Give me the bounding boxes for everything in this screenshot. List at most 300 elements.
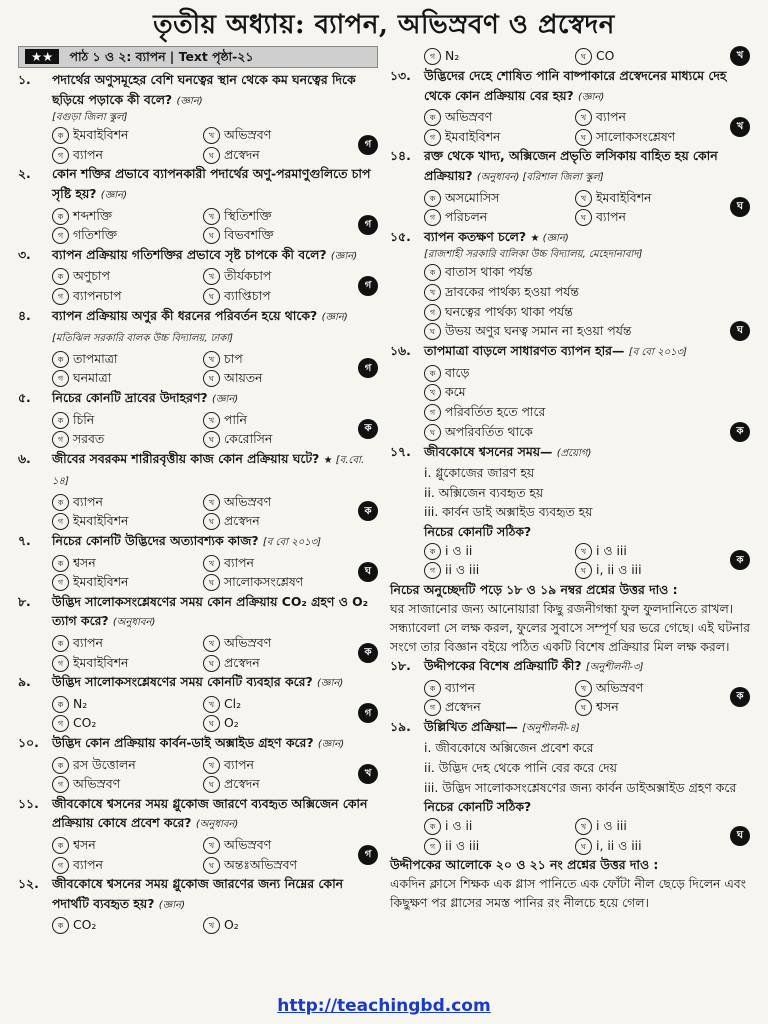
options-grid [390, 816, 750, 855]
options-grid [18, 349, 378, 388]
question-number: ১১. [18, 795, 39, 811]
options-grid [390, 262, 750, 341]
option-text: ব্যাপন [73, 635, 103, 651]
left-column [18, 46, 378, 935]
option-text: অভিস্রবণ [224, 493, 272, 509]
options-grid [18, 915, 378, 935]
answer-badge: ঘ [730, 197, 750, 217]
question-tag: (জ্ঞান) [176, 95, 203, 107]
question-tag: [ব বো ২০১৩] [628, 347, 687, 359]
question-body: জীবকোষে শ্বসনের সময় গ্লুকোজ জারণের জন্য নিম্নের কোন পদার্থটি ব্যবহৃত হয়? [52, 876, 344, 911]
question-number: ২. [18, 166, 31, 182]
option[interactable] [52, 915, 203, 935]
option-mark: গ [424, 562, 441, 579]
option-text: i ও ii [445, 818, 473, 834]
option-text: সালোকসংশ্লেষণ [224, 574, 304, 590]
question-body: ব্যাপন প্রক্রিয়ায় গতিশক্তির প্রভাবে সৃষ্ট চাপকে কী বলে? [52, 246, 327, 262]
option[interactable] [203, 713, 354, 733]
answer-badge: গ [358, 358, 378, 378]
option[interactable] [203, 492, 354, 512]
option-mark: ঘ [203, 655, 220, 672]
question [390, 146, 750, 226]
answer-badge: ঘ [730, 321, 750, 341]
option[interactable] [52, 266, 203, 286]
option-mark: খ [203, 127, 220, 144]
option-text: বাড়ে [445, 364, 470, 380]
option[interactable] [52, 225, 203, 245]
option-mark: গ [52, 288, 69, 305]
option[interactable] [575, 560, 726, 580]
option[interactable] [52, 206, 203, 226]
option-mark: গ [424, 699, 441, 716]
answer-badge: ক [358, 419, 378, 439]
option-text: ইমবাইবিশন [445, 128, 501, 144]
option[interactable] [203, 145, 354, 165]
option[interactable] [575, 541, 726, 561]
option-text: দ্রাবকের পার্থক্য হওয়া পর্যন্ত [445, 283, 579, 299]
option-mark: খ [575, 190, 592, 207]
question-number: ৬. [18, 450, 31, 466]
question-body: রক্ত থেকে খাদ্য, অক্সিজেন প্রভৃতি লসিকায় বাহিত হয় কোন প্রক্রিয়ায়? [424, 148, 718, 183]
option-mark: গ [52, 227, 69, 244]
chapter-title: তৃতীয় অধ্যায়: ব্যাপন, অভিস্রবণ ও প্রস্বেদন [153, 10, 615, 40]
question [390, 442, 750, 581]
option-text: O₂ [224, 715, 239, 731]
question-tag: (জ্ঞান) [316, 678, 344, 690]
option[interactable] [52, 694, 203, 714]
question-text [52, 449, 378, 492]
option-text: অপরিবর্তিত থাকে [445, 423, 533, 439]
answer-badge: খ [730, 46, 750, 66]
question-body: ব্যাপন প্রক্রিয়ায় অণুর কী ধরনের পরিবর্তন হয়ে থাকে? [52, 307, 318, 323]
question-text [52, 70, 378, 111]
question-body: উদ্দীপকের বিশেষ প্রক্রিয়াটি কী? [424, 658, 582, 674]
option-mark: ঘ [575, 699, 592, 716]
option-mark: ক [424, 190, 441, 207]
option-mark: ঘ [424, 424, 441, 441]
option[interactable] [203, 755, 354, 775]
option[interactable] [203, 915, 354, 935]
option-mark: ক [52, 635, 69, 652]
option-text: ইমবাইবিশন [73, 654, 129, 670]
option-text: ব্যাপ্তিচাপ [224, 287, 271, 303]
option-text: উভয় অণুর ঘনত্ব সমান না হওয়া পর্যন্ত [445, 323, 632, 339]
question-text [52, 388, 378, 410]
option-mark: খ [575, 818, 592, 835]
question-body: উদ্ভিদ কোন প্রক্রিয়ায় কার্বন-ডাই অক্সাইড গ্রহণ করে? [52, 735, 314, 750]
answer-badge: ক [730, 422, 750, 442]
option[interactable] [203, 125, 354, 145]
option-text: পরিচলন [445, 209, 488, 225]
option-text: ইমবাইবিশন [596, 189, 652, 205]
option-text: পানি [224, 411, 247, 427]
option[interactable] [203, 206, 354, 226]
option-text: ঘনত্বের পার্থক্য থাকা পর্যন্ত [445, 303, 573, 319]
option[interactable] [424, 382, 726, 402]
question-body: জীবকোষে শ্বসনের সময়— [424, 443, 553, 459]
question-body: উদ্ভিদের দেহে শোষিত পানি বাষ্পাকারে প্রস্বেদনের মাধ্যমে দেহ থেকে কোন প্রক্রিয়ায় বের হয়? [424, 68, 727, 103]
option-text: i, ii ও iii [596, 562, 642, 578]
q12-continued-options [390, 46, 750, 66]
question-tag: [অনুশীলনী-৩] [585, 662, 644, 674]
option-text: ব্যাপন [596, 109, 626, 125]
statement-item: ii. উদ্ভিদ দেহ থেকে পানি বের করে দেয় [424, 760, 617, 776]
option-mark: গ [52, 776, 69, 793]
question-tag: (জ্ঞান) [317, 739, 345, 750]
option-text: Cl₂ [224, 695, 242, 711]
option[interactable] [52, 286, 203, 306]
option-text: অভিস্রবণ [596, 679, 644, 695]
option[interactable] [52, 349, 203, 369]
answer-badge: খ [730, 117, 750, 137]
question-source: [বগুড়া জিলা স্কুল] [52, 112, 128, 124]
option[interactable] [52, 633, 203, 653]
option-text: তাপমাত্রা [73, 350, 118, 366]
option[interactable] [424, 127, 575, 147]
option[interactable] [203, 429, 354, 449]
option-mark: গ [424, 838, 441, 855]
option[interactable] [203, 694, 354, 714]
passage-body: একদিন ক্লাসে শিক্ষক এক গ্লাস পানিতে এক ফোঁটা নীল ছেড়ে দিলেন এবং কিছুক্ষণ পর গ্লাসের সমস্ত পানির রং নীলচে হয়ে গেল। [390, 876, 747, 911]
answer-badge: ক [358, 643, 378, 663]
question-stem: নিচের কোনটি সঠিক? [424, 523, 532, 539]
option-mark: ক [424, 264, 441, 281]
question-number: ১৫. [390, 228, 411, 244]
option-text: অভিস্রবণ [224, 635, 272, 651]
option-mark: খ [424, 384, 441, 401]
option[interactable] [424, 207, 575, 227]
question [390, 717, 750, 856]
question-text [424, 146, 750, 187]
option[interactable] [424, 836, 575, 856]
option[interactable] [424, 402, 726, 422]
option[interactable] [424, 816, 575, 836]
answer-badge: গ [358, 215, 378, 235]
option[interactable] [52, 410, 203, 430]
options-grid [18, 694, 378, 733]
question-text [52, 874, 378, 915]
options-grid [390, 541, 750, 580]
option-mark: ঘ [575, 129, 592, 146]
answer-badge: ঘ [358, 562, 378, 582]
question-tag: (জ্ঞান) [211, 393, 239, 405]
question-number: ৪. [18, 307, 31, 323]
question-number: ৮. [18, 593, 31, 609]
question-tag: ★ [ব.বো. ১৪] [52, 454, 365, 488]
options-grid [18, 633, 378, 672]
answer-badge: ঘ [730, 826, 750, 846]
question-tag: [অনুশীলনী-৪] [522, 722, 580, 734]
option-text: কমে [445, 384, 466, 400]
option[interactable] [52, 855, 203, 875]
option-mark: গ [52, 147, 69, 164]
option-mark: খ [203, 208, 220, 225]
option[interactable] [575, 107, 726, 127]
option-text: বাতাস থাকা পর্যন্ত [445, 264, 533, 280]
option[interactable] [424, 107, 575, 127]
question-body: উদ্ভিদ সালোকসংশ্লেষণের সময় কোনটি ব্যবহার করে? [52, 674, 313, 690]
option[interactable] [424, 302, 726, 322]
question-text [52, 531, 378, 553]
option[interactable] [424, 188, 575, 208]
footer-link[interactable] [0, 996, 768, 1016]
option[interactable] [424, 678, 575, 698]
option[interactable] [203, 266, 354, 286]
options-grid [18, 125, 378, 164]
option-mark: খ [424, 284, 441, 301]
statement-item: i. গ্লুকোজের জারণ হয় [424, 465, 535, 481]
options-grid [18, 492, 378, 531]
option-mark: ঘ [203, 857, 220, 874]
option[interactable] [203, 553, 354, 573]
question-number: ১৪. [390, 148, 411, 164]
options-grid [390, 363, 750, 442]
option-text: ইমবাইবিশন [73, 574, 129, 590]
option-text: তীর্যকচাপ [224, 268, 272, 284]
lesson-stars: ★★ [25, 49, 59, 64]
option[interactable] [203, 225, 354, 245]
answer-badge: গ [358, 845, 378, 865]
question [18, 164, 378, 244]
question-tag: [ব বো ২০১৩] [262, 537, 322, 549]
option[interactable] [52, 713, 203, 733]
option[interactable] [575, 46, 726, 66]
option-text: CO₂ [73, 917, 97, 933]
option[interactable] [203, 774, 354, 794]
answer-badge: ক [358, 501, 378, 521]
options-grid [18, 410, 378, 449]
statement-item: iii. কার্বন ডাই অক্সাইড ব্যবহৃত হয় [424, 504, 593, 520]
option[interactable] [203, 349, 354, 369]
right-column [390, 46, 750, 912]
options-grid [390, 188, 750, 227]
option[interactable] [424, 560, 575, 580]
option-text: চিনি [73, 411, 95, 427]
option-text: প্রস্বেদন [224, 513, 260, 529]
option[interactable] [424, 282, 726, 302]
option[interactable] [203, 511, 354, 531]
option-mark: খ [575, 543, 592, 560]
option[interactable] [575, 188, 726, 208]
left-question-list [18, 70, 378, 935]
option-text: কেরোসিন [224, 431, 273, 447]
option[interactable] [52, 429, 203, 449]
question-number: ১. [18, 72, 31, 87]
option[interactable] [203, 835, 354, 855]
option-mark: ক [52, 351, 69, 368]
answer-badge: গ [358, 135, 378, 155]
question-text [424, 66, 750, 107]
question [18, 531, 378, 592]
option[interactable] [52, 835, 203, 855]
question-number: ১৬. [390, 343, 411, 359]
option[interactable] [52, 572, 203, 592]
option-mark: ক [424, 109, 441, 126]
option-mark: গ [424, 304, 441, 321]
option-mark: খ [203, 494, 220, 511]
option[interactable] [424, 697, 575, 717]
option-text: CO₂ [73, 715, 97, 731]
option-mark: খ [203, 351, 220, 368]
option-text: ইমবাইবিশন [73, 127, 129, 143]
option-text: স্থিতিশক্তি [224, 207, 272, 223]
option[interactable] [575, 678, 726, 698]
option[interactable] [424, 262, 726, 282]
option[interactable] [52, 125, 203, 145]
option-mark: খ [575, 680, 592, 697]
option-text: N₂ [73, 695, 88, 711]
question [18, 874, 378, 935]
option-text: ব্যাপন [445, 679, 475, 695]
option[interactable] [575, 816, 726, 836]
options-grid [18, 553, 378, 592]
question-text [52, 245, 378, 267]
question-body: কোন শক্তির প্রভাবে ব্যাপনকারী পদার্থের অণু-পরমাণুগুলিতে চাপ সৃষ্টি হয়? [52, 166, 371, 201]
lesson-label: পাঠ ১ ও ২: ব্যাপন | Text পৃষ্ঠা-২১ [69, 49, 254, 64]
option[interactable] [203, 572, 354, 592]
question-body: উল্লিখিত প্রক্রিয়া— [424, 718, 518, 734]
option[interactable] [424, 321, 726, 341]
option-mark: ঘ [203, 370, 220, 387]
question-number: ১৮. [390, 658, 411, 674]
option-text: প্রস্বেদন [224, 776, 260, 792]
option[interactable] [424, 541, 575, 561]
question-number: ১৩. [390, 68, 411, 83]
option[interactable] [203, 653, 354, 673]
answer-badge: খ [358, 764, 378, 784]
option[interactable] [203, 855, 354, 875]
option-text: শ্বসন [73, 554, 96, 570]
option-text: অন্তঃঅভিস্রবণ [224, 856, 297, 872]
option-mark: ঘ [203, 147, 220, 164]
option-mark: গ [52, 857, 69, 874]
question-tag: (অনুধাবন) [বরিশাল জিলা স্কুল] [476, 171, 604, 183]
option-text: ঘনমাত্রা [73, 370, 112, 386]
question-number: ৯. [18, 674, 31, 690]
option-text: অণুচাপ [73, 268, 110, 284]
question-text [52, 592, 378, 633]
option[interactable] [52, 492, 203, 512]
option-mark: ঘ [575, 838, 592, 855]
option-text: অভিস্রবণ [73, 776, 121, 792]
question-tag: (জ্ঞান) [158, 899, 185, 911]
option-mark: গ [52, 574, 69, 591]
statement-item: iii. উদ্ভিদ সালোকসংশ্লেষণের জন্য কার্বন ডাইঅক্সাইড গ্রহণ করে [424, 779, 737, 795]
option[interactable] [424, 363, 726, 383]
question-body: ব্যাপন কতক্ষণ চলে? [424, 228, 527, 244]
option-text: পরিবর্তিত হতে পারে [445, 403, 546, 419]
option-text: রস উত্তোলন [73, 756, 136, 772]
option[interactable] [52, 145, 203, 165]
lesson-header [18, 46, 378, 68]
option-mark: ঘ [424, 323, 441, 340]
answer-badge: ক [730, 550, 750, 570]
question [18, 449, 378, 531]
option-text: ব্যাপন [73, 493, 103, 509]
option-mark: খ [203, 635, 220, 652]
option[interactable] [575, 127, 726, 147]
option-mark: খ [203, 917, 220, 934]
question-text [424, 656, 750, 678]
option-mark: ক [52, 917, 69, 934]
option-mark: গ [52, 715, 69, 732]
option-text: O₂ [224, 917, 239, 933]
question-text [424, 227, 750, 249]
question-tag: (অনুধাবন) [112, 617, 156, 629]
option-mark: ক [52, 757, 69, 774]
option-text: প্রস্বেদন [445, 699, 481, 715]
passage-heading: নিচের অনুচ্ছেদটি পড়ে ১৮ ও ১৯ নম্বর প্রশ্নের উত্তর দাও : [390, 582, 678, 598]
option[interactable] [52, 368, 203, 388]
option[interactable] [203, 286, 354, 306]
option-text: সালোকসংশ্লেষণ [596, 128, 676, 144]
option-mark: খ [203, 837, 220, 854]
option[interactable] [424, 422, 726, 442]
statement-item: ii. অক্সিজেন ব্যবহৃত হয় [424, 484, 544, 500]
option-mark: গ [52, 431, 69, 448]
option[interactable] [575, 697, 726, 717]
question [390, 341, 750, 441]
option-mark: গ [52, 655, 69, 672]
option[interactable] [575, 207, 726, 227]
option-mark: খ [203, 268, 220, 285]
question-tag: (জ্ঞান) [578, 91, 605, 103]
option-mark: ঘ [575, 209, 592, 226]
option-text: প্রস্বেদন [224, 654, 260, 670]
option-text: সরবত [73, 431, 105, 447]
passage-heading: উদ্দীপকের আলোকে ২০ ও ২১ নং প্রশ্নের উত্তর দাও : [390, 857, 659, 873]
option-text: শ্বসন [73, 836, 96, 852]
question-number: ১২. [18, 876, 39, 892]
option-text: i, ii ও iii [596, 837, 642, 853]
option[interactable] [52, 755, 203, 775]
option[interactable] [203, 368, 354, 388]
option-mark: ঘ [203, 715, 220, 732]
option[interactable] [52, 511, 203, 531]
question-body: জীবের সবরকম শারীরবৃত্তীয় কাজ কোন প্রক্রিয়ায় ঘটে? [52, 450, 320, 466]
question [18, 733, 378, 794]
option[interactable] [203, 410, 354, 430]
option-mark: গ [424, 129, 441, 146]
option-text: ii ও iii [445, 562, 480, 578]
passage [390, 855, 750, 912]
option-text: বিভবশক্তি [224, 227, 274, 243]
option[interactable] [52, 774, 203, 794]
option-mark: গ [424, 209, 441, 226]
option-mark: ক [52, 208, 69, 225]
option[interactable] [424, 46, 575, 66]
question [18, 306, 378, 388]
passage-body: ঘর সাজানোর জন্য আনোয়ারা কিছু রজনীগন্ধা ফুল ফুলদানিতে রাখল। সন্ধ্যাবেলা সে লক্ষ করল, ফুলের সুবাসে সম্পূর্ণ ঘর ভরে গেছে। এই ঘটনার সংগে তার বিজ্ঞান বইয়ে পঠিত একটি বিশেষ প্রক্রিয়ার মিল লক্ষ করল। [390, 601, 750, 655]
question-source: [রাজশাহী সরকারি বালিকা উচ্চ বিদ্যালয়, মেহেদানাবাদ] [424, 249, 643, 261]
question-body: তাপমাত্রা বাড়লে সাধারণত ব্যাপন হার— [424, 343, 625, 359]
option[interactable] [52, 653, 203, 673]
answer-badge: ক [730, 687, 750, 707]
option-text: অভিস্রবণ [224, 127, 272, 143]
option-text: চাপ [224, 350, 243, 366]
options-grid [18, 755, 378, 794]
question-text [52, 733, 378, 755]
option[interactable] [575, 836, 726, 856]
question-text [424, 717, 750, 739]
answer-badge: গ [358, 703, 378, 723]
question-text [52, 672, 378, 694]
option-text: গতিশক্তি [73, 227, 117, 243]
option[interactable] [203, 633, 354, 653]
question [18, 794, 378, 874]
footer-url[interactable]: http://teachingbd.com [277, 996, 491, 1016]
option[interactable] [52, 553, 203, 573]
